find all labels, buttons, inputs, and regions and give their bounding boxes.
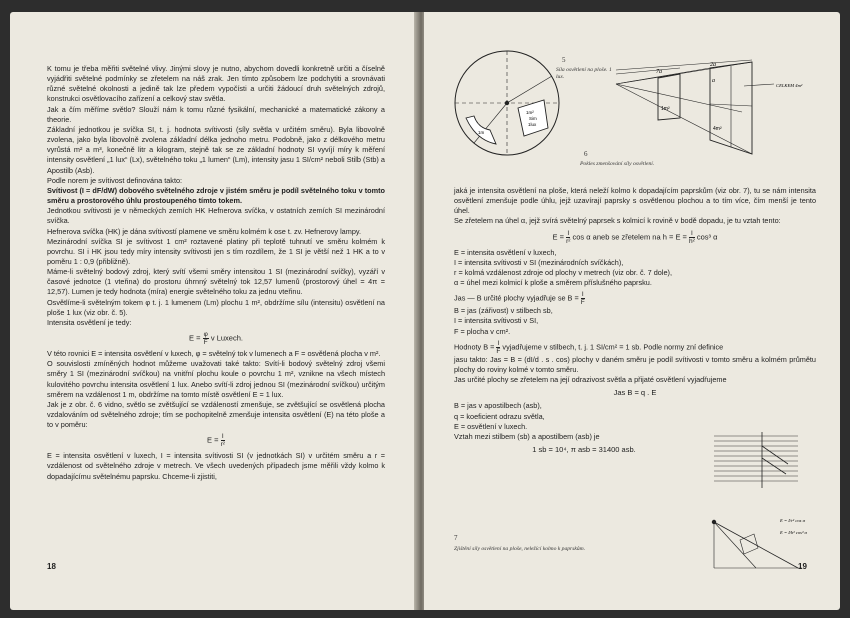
paragraph: E = intensita osvětlení v luxech, I = intensita svítivosti SI (v jednotkách SI) v určitém směru a r = vzdálenost od světelného zdroje v metrech. Ve všech uvedených případech jsme měřili vždy kolmo k dopadajícímu světelnému paprsku. Chceme-li zjistiti, xyxy=(47,451,385,481)
paragraph: Jednotkou svítivosti je v německých zemích HK Hefnerova svíčka, v ostatních zemích SI mezinárodní svíčka. xyxy=(47,206,385,226)
paragraph: Se zřetelem na úhel α, jejž svírá světelný paprsek s kolmicí k rovině v bodě dopadu, je tu vztah tento: xyxy=(454,216,781,226)
formula-cosine: E = $\frac{I}{\text{r²}}$ cos α aneb se zřetelem na h = E = $\frac{I}{\text{h²}}$ cos³ α xyxy=(552,229,718,245)
paragraph: Jak a čím měříme světlo? Slouží nám k tomu různé fysikální, mechanické a matematické zákony a theorie. xyxy=(47,104,385,124)
paragraph: Vztah mezi stilbem (sb) a apostilbem (asb) je xyxy=(454,431,600,441)
jas-formula: Jas — B určité plochy vyjadřuje se B = $\frac{I}{F}$ xyxy=(454,291,585,307)
definition-line: E = osvětlení v luxech. xyxy=(454,421,528,431)
paragraph: Mezinárodní svíčka SI je svítivost 1 cm² roztavené platiny při teplotě tuhnutí ve směru kolmém k povrchu. SI i HK jsou tedy míry intensity svítivosti jen s tím rozdílem, že 1 SI je větší než 1 HK a to v poměru 1 : 0,9 (přibližně). xyxy=(47,236,385,266)
svg-text:1m²: 1m² xyxy=(661,106,670,112)
definition-line: I = intensita svítivosti v SI, xyxy=(454,316,539,326)
left-page-text xyxy=(47,64,385,482)
paragraph: jasu takto: Jas = B = (dI/d . s . cos) plochy v daném směru je podíl svítivosti v tomto směru a kolmém průmětu plochy do roviny kolmé v tomto směru. xyxy=(454,354,816,374)
paragraph: Základní jednotkou je svíčka SI, t. j. hodnota svítivosti (síly světla v určitém směru). Byla libovolně zvolena, jako byla libovolně zvolena základní délka jednoho metru. Podobně, jako z délkového metru vyrůstá m² a m³, konečně litr a kilogram, stejně tak se ze základní hodnoty SI vyvíjí míry k měření intensity osvětlení „1 lux“ (Lx), světelného toku „1 lumen“ (Lm), intensity jasu 1 SI/cm² neboli Stilb (Stb) a Apostilb (Asb). xyxy=(47,124,385,175)
paragraph: Máme-li světelný bodový zdroj, který svítí všemi směry intensitou 1 SI (mezinárodní svíčky), vyzáří v časové jednotce (1 vteřina) do prostoru úhrnný světelný tok 12,57 lumenů (prostorový úhel = 4π = 12,57). Lumen je tedy hodnota (míra) energie světelného toku za jednu vteřinu. xyxy=(47,267,385,297)
paragraph: V této rovnici E = intensita osvětlení v luxech, φ = světelný tok v lumenech a F = osvětlená plocha v m². xyxy=(47,349,381,359)
figure-5-number: 5 xyxy=(562,56,566,64)
left-page xyxy=(10,12,418,610)
svg-text:E = I/h² cos³ α: E = I/h² cos³ α xyxy=(780,530,807,535)
paragraph: Jas určité plochy se zřetelem na její odrazivost světla a přijaté osvětlení vyjadřujeme xyxy=(454,375,727,385)
figure-7-inclined-plane xyxy=(710,430,838,570)
definition-line: r = kolmá vzdálenost zdroje od plochy v metrech (viz obr. č. 7 dole), xyxy=(454,267,672,277)
right-page xyxy=(424,12,840,610)
definition-line: F = plocha v cm². xyxy=(454,326,511,336)
definition-line: q = koeficient odrazu světla, xyxy=(454,411,545,421)
figure-6-number: 6 xyxy=(584,150,588,158)
definition-line: E = intensita osvětlení v luxech, xyxy=(454,247,557,257)
fraction: $\frac{\varphi}{F}$ xyxy=(203,331,208,347)
svg-text:1lux: 1lux xyxy=(528,122,537,127)
fraction: $\frac{I}{\text{r²}}$ xyxy=(220,433,225,449)
svg-text:4m²: 4m² xyxy=(713,126,722,132)
svg-text:7a: 7a xyxy=(656,69,662,75)
svg-text:E = I/r² cos α: E = I/r² cos α xyxy=(780,518,806,523)
formula-lux: E = $\frac{\varphi}{F}$ v Luxech. xyxy=(189,331,243,347)
definition-line: B = jas (zářivost) v stilbech sb, xyxy=(454,306,553,316)
svg-text:CELKEM 4m²: CELKEM 4m² xyxy=(776,83,803,88)
svg-text:1m²: 1m² xyxy=(526,110,534,115)
right-page-text xyxy=(454,186,816,458)
paragraph: Jak je z obr. č. 6 vidno, světlo se zvětšující se vzdáleností zmenšuje, se zvětšující se osvětlená plocha vzdalováním od světelného zdroje; tím se pochopitelně zmenšuje intensita osvětlení (E) na této ploše a to v poměru: xyxy=(47,399,385,430)
hodnoty-line: Hodnoty B = $\frac{I}{F}$ vyjadřujeme v stilbech, t. j. 1 SI/cm² = 1 sb. Podle normy zní definice xyxy=(454,339,724,355)
figure-6-caption: Pokles zmenšování síly osvětlení. xyxy=(580,161,655,167)
formula-inverse-square: E = $\frac{I}{\text{r²}}$ xyxy=(207,433,225,449)
page-number: 19 xyxy=(798,562,807,571)
paragraph: O souvislosti zmíněných hodnot můžeme uvažovati také takto: Svítí-li bodový světelný zdroj všemi směry 1 SI (mezinárodní svíčkou) na vnitřní plochu koule o povrchu 1 m², vznikne na všech místech kulovitého povrchu intensita osvětlení 1 lux. Anebo svítí-li zdroj jednou SI (mezinárodní svíčkou) určitým směrem na vzdálenost 1 m, obdržíme na tomto místě osvětlení E = 1 lux. xyxy=(47,359,385,399)
definition-line: α = úhel mezi kolmicí k ploše a směrem příslušného paprsku. xyxy=(454,278,652,288)
svg-text:2a: 2a xyxy=(710,62,716,68)
svg-text:a: a xyxy=(712,78,715,84)
figure-6-pyramid xyxy=(614,58,834,158)
paragraph: Hefnerova svíčka (HK) je dána svítivostí plamene ve směru kolmém k ose t. zv. Hefnerovy lampy. xyxy=(47,226,362,236)
figure-7-caption: Zjištění síly osvětlení na ploše, neležící kolmo k paprskům. xyxy=(454,546,586,552)
figure-5-sphere xyxy=(452,48,562,158)
paragraph: Podle norem je svítivost definována takto: xyxy=(47,175,183,185)
svg-text:1m: 1m xyxy=(478,130,485,135)
paragraph: Intensita osvětlení je tedy: xyxy=(47,317,132,327)
figure-5-caption: Síla osvětlení na ploše. 1 lux. xyxy=(556,67,612,80)
figure-7-number: 7 xyxy=(454,534,458,542)
definition-line: I = intensita svítivosti v SI (mezinárodních svíčkách), xyxy=(454,257,624,267)
paragraph: Osvětlíme-li světelným tokem φ t. j. 1 lumenem (Lm) plochu 1 m², obdržíme sílu (intensitu) osvětlení na ploše 1 lux (viz obr. č. 5). xyxy=(47,297,385,317)
paragraph: jaká je intensita osvětlení na ploše, která neleží kolmo k dopadajícím paprskům (viz obr. 7), tu se nám intensita osvětlení zmenšuje podle úhlu, jejž uzavírají paprsky s osvětlenou plochou a to tím více, čím menší je tento úhel. xyxy=(454,186,816,216)
formula-stilb: 1 sb = 10⁴, π asb = 31400 asb. xyxy=(532,444,636,454)
paragraph: K tomu je třeba měřiti světelné vlivy. Jinými slovy je nutno, abychom dovedli konkretně určiti a číselně vyjádřiti světelné podmínky se zřetelem na náš zrak. Jen tímto způsobem lze podchytiti a srovnávati různé světelné okolnosti a jedině tak lze předem vypočísti a určiti žádoucí druh světelných zdrojů, konstrukci osvětlovacího zařízení a celkový stav světla. xyxy=(47,64,385,104)
definition-line: B = jas v apostilbech (asb), xyxy=(454,401,542,411)
definition-paragraph: Svítivost (I = dF/dW) dobového světelného zdroje v jistém směru je podíl světelného toku v tomto směru a prostorového úhlu prostoupeného tímto tokem. xyxy=(47,185,385,206)
svg-text:Sim: Sim xyxy=(529,116,537,121)
page-number: 18 xyxy=(47,562,56,571)
formula-jas: Jas B = q . E xyxy=(613,388,657,398)
